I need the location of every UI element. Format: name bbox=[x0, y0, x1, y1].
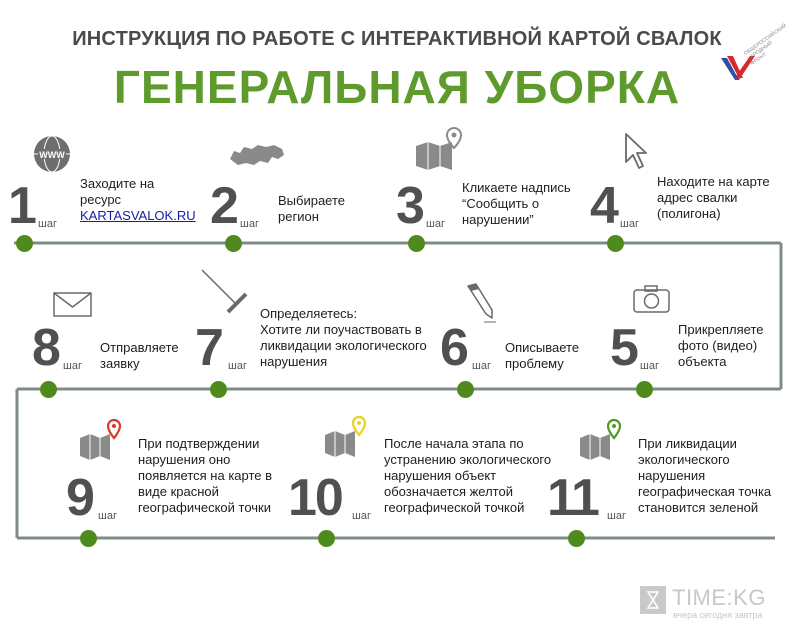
map-red-pin-icon bbox=[78, 418, 124, 464]
step-1-dot bbox=[16, 235, 33, 252]
map-yellow-pin-icon bbox=[323, 415, 369, 461]
svg-text:WWW: WWW bbox=[39, 150, 65, 160]
step-6-shag: шаг bbox=[472, 360, 491, 372]
step-8-number: 8 bbox=[32, 319, 59, 377]
rake-icon bbox=[200, 268, 250, 316]
kartasvalok-link[interactable]: KARTASVALOK.RU bbox=[80, 208, 196, 223]
step-7-dot bbox=[210, 381, 227, 398]
globe-www-icon bbox=[32, 134, 72, 174]
step-2-number: 2 bbox=[210, 177, 237, 235]
step-9-text: При подтверждении нарушения оно появляется на карте в виде красной географической точки bbox=[138, 436, 273, 515]
step-6-text: Описываете проблему bbox=[505, 340, 580, 371]
step-10-dot bbox=[318, 530, 335, 547]
cursor-arrow-icon bbox=[622, 132, 650, 172]
hourglass-icon bbox=[640, 586, 666, 614]
step-11-dot bbox=[568, 530, 585, 547]
step-3-dot bbox=[408, 235, 425, 252]
step-5-dot bbox=[636, 381, 653, 398]
step-5-shag: шаг bbox=[640, 360, 659, 372]
step-5-number: 5 bbox=[610, 319, 637, 377]
step-7-number: 7 bbox=[195, 319, 222, 377]
map-green-pin-icon bbox=[578, 418, 624, 464]
russia-map-icon bbox=[228, 141, 286, 169]
step-2-shag: шаг bbox=[240, 218, 259, 230]
step-3-number: 3 bbox=[396, 177, 423, 235]
step-11-text: При ликвидации экологического нарушения географическая точка становится зеленой bbox=[638, 436, 772, 515]
step-5-text: Прикрепляете фото (видео) объекта bbox=[678, 322, 764, 369]
step-11-number: 11 bbox=[547, 469, 598, 527]
pencil-icon bbox=[462, 282, 498, 324]
step-4-text: Находите на карте адрес свалки (полигона) bbox=[657, 174, 770, 221]
step-2-text: Выбираете регион bbox=[278, 193, 346, 224]
watermark-logo bbox=[640, 586, 666, 614]
step-3-text: Кликаете надпись “Сообщить о нарушении” bbox=[462, 180, 571, 227]
step-9-dot bbox=[80, 530, 97, 547]
page-subtitle: ИНСТРУКЦИЯ ПО РАБОТЕ С ИНТЕРАКТИВНОЙ КАРТОЙ СВАЛОК bbox=[72, 28, 722, 50]
page-title: ГЕНЕРАЛЬНАЯ УБОРКА bbox=[113, 61, 681, 113]
step-10-number: 10 bbox=[288, 469, 342, 527]
step-1-number: 1 bbox=[8, 177, 35, 235]
step-8-text: Отправляете заявку bbox=[100, 340, 179, 371]
step-9-number: 9 bbox=[66, 469, 93, 527]
step-2-dot bbox=[225, 235, 242, 252]
logo-caption: ОБЩЕРОССИЙСКИЙ НАРОДНЫЙ ФРОНТ bbox=[743, 23, 788, 67]
step-6-dot bbox=[457, 381, 474, 398]
step-8-dot bbox=[40, 381, 57, 398]
step-1-shag: шаг bbox=[38, 218, 57, 230]
step-1-text: Заходите на ресурс KARTASVALOK.RU bbox=[80, 176, 196, 223]
step-3-shag: шаг bbox=[426, 218, 445, 230]
step-8-shag: шаг bbox=[63, 360, 82, 372]
step-9-shag: шаг bbox=[98, 510, 117, 522]
step-6-number: 6 bbox=[440, 319, 467, 377]
step-10-text: После начала этапа по устранению экологического нарушения объект обозначается желтой географической точкой bbox=[384, 436, 552, 515]
watermark-title: TIME:KG bbox=[672, 585, 766, 610]
step-10-shag: шаг bbox=[352, 510, 371, 522]
watermark-subtitle: вчера сегодня завтра bbox=[673, 610, 763, 620]
step-11-shag: шаг bbox=[607, 510, 626, 522]
step-4-shag: шаг bbox=[620, 218, 639, 230]
step-7-text: Определяетесь: Хотите ли поучаствовать в ликвидации экологического нарушения bbox=[260, 306, 427, 369]
step-4-dot bbox=[607, 235, 624, 252]
step-4-number: 4 bbox=[590, 177, 617, 235]
camera-icon bbox=[633, 285, 671, 313]
envelope-icon bbox=[53, 292, 93, 318]
step-7-shag: шаг bbox=[228, 360, 247, 372]
map-pin-icon bbox=[414, 126, 466, 172]
